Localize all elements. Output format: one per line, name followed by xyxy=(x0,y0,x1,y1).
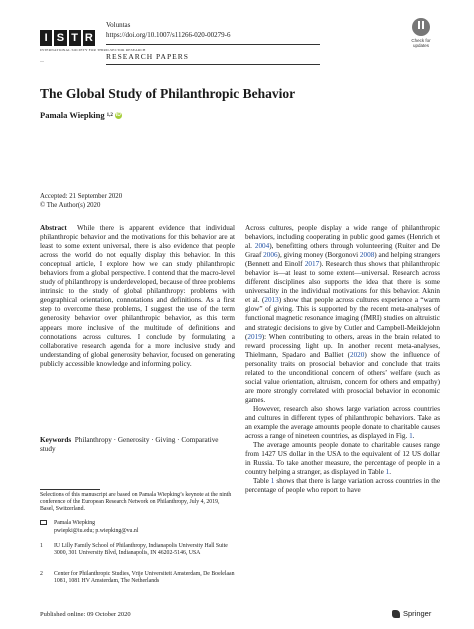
affiliation-mark: 2 xyxy=(40,571,43,577)
text-run: However, research also shows large variation across countries and cultures in different types of philanthropic behaviors. Take as an example the average amounts people donate to charitable causes across a range of nineteen countries, as displayed in Fig. xyxy=(245,404,440,441)
envelope-icon xyxy=(40,520,47,525)
abstract-text: While there is apparent evidence that individual philanthropic behavior and the motivations for this behavior are at least to some extent universal, there is also evidence that people across the world do not equally display this behavior. In this conceptual article, I explore how we can study philanthropic behaviors from a global perspective. I contend that the macro-level study of philanthropy is underdeveloped, because of three problems intrinsic to the study of global philanthropy: problems with geographical orientation, connotations and definitions. As a first step to overcome these problems, I suggest the use of the term generosity behavior over philanthropic behavior, as this term appears more inclusive of the multitude of definitions and connotations across cultures. I conclude by formulating a collaborative research agenda for a more inclusive study and understanding of global generosity behavior, focused on generating publicly accessible knowledge and informing policy. xyxy=(40,224,236,368)
istr-logo xyxy=(40,30,95,46)
keywords-label: Keywords xyxy=(40,436,72,444)
text-run: ), giving money (Borgonovi xyxy=(277,251,360,260)
citation-link[interactable]: 2013 xyxy=(264,296,279,305)
text-run: ) show that people across cultures experience a “warm glow” of giving. This is supported by the recent meta-analyses of functional magnetic resonance imaging (fMRI) studies on altruistic and strategic decisions to give by Cutler and Campbell-Meiklejohn ( xyxy=(245,296,440,341)
text-run: ) show the influence of personality traits on prosocial behavior and conclude that traits related to the unconditional concern of others’ welfare (such as social value orientation, altruism, concern for others and empathy) are more strongly correlated with prosocial behavior in economic games. xyxy=(245,350,440,404)
citation-link[interactable]: 2004 xyxy=(254,242,270,251)
citation-link[interactable]: 2019 xyxy=(247,332,262,341)
journal-name: Voluntas xyxy=(106,21,131,29)
section-rule-bottom xyxy=(106,64,320,65)
text-run: The average amounts people donate to charitable causes range from 1427 US dollar in the USA to the equivalent of 12 US dollar in Russia. To take another measure, the percentage of people in a country helping a stranger, as displayed in Table xyxy=(245,441,440,477)
correspondence xyxy=(40,520,235,535)
affiliation-text: Center for Philanthropic Studies, Vrije Universiteit Amsterdam, De Boelelaan 1081, 1081 HV Amsterdam, The Netherlands xyxy=(54,571,235,585)
doi-link[interactable]: https://doi.org/10.1007/s11266-020-00279-6 xyxy=(106,31,231,39)
body-text xyxy=(245,224,440,495)
paragraph xyxy=(245,477,440,495)
text-run: . xyxy=(389,468,391,477)
abstract xyxy=(40,224,235,369)
keywords-text: Philanthropy · Generosity · Giving · Comparative study xyxy=(40,436,219,454)
text-run: . xyxy=(412,432,415,441)
text-run: ). Research thus shows that philanthropic behavior is—at least to some extent—universal. Research across different disciplines also supports the idea that there is some universality in the individual motivations for this behavior. Aknin et al. ( xyxy=(245,260,440,305)
springer-horse-icon xyxy=(392,610,400,618)
article-dates xyxy=(40,193,122,210)
correspondence-email[interactable]: pwiepki@iu.edu; p.wiepking@vu.nl xyxy=(54,528,139,535)
citation-link[interactable]: 2020 xyxy=(349,350,365,359)
author-name[interactable]: Pamala Wiepking xyxy=(40,110,105,120)
text-run: Across cultures, people display a wide range of philanthropic behaviors, including cooperating in public good games (Henrich et al. xyxy=(245,224,440,251)
correspondence-name: Pamala Wiepking xyxy=(54,520,96,526)
citation-link[interactable]: 2008 xyxy=(359,251,375,260)
section-label: RESEARCH PAPERS xyxy=(106,52,189,61)
logo-letter: T xyxy=(69,30,81,46)
author-line xyxy=(40,110,122,120)
logo-subtitle: INTERNATIONAL SOCIETY FOR THIRD-SECTOR RESEARCH xyxy=(40,48,146,52)
abstract-label: Abstract xyxy=(40,224,67,232)
paragraph xyxy=(245,441,440,477)
table-link[interactable]: 1 xyxy=(270,477,275,486)
publisher-logo xyxy=(392,609,431,618)
paragraph xyxy=(245,224,440,405)
text-run: shows that there is large variation across countries in the percentage of people who report to have xyxy=(245,477,441,495)
affiliation xyxy=(40,543,235,557)
affiliation xyxy=(40,571,235,585)
accepted-date: Accepted: 21 September 2020 xyxy=(40,193,123,200)
orcid-icon[interactable]: iD xyxy=(115,111,121,118)
footnote-rule xyxy=(40,489,100,490)
check-updates-icon xyxy=(412,18,430,36)
citation-link[interactable]: 2017 xyxy=(304,260,320,269)
logo-subtitle-2: — xyxy=(40,58,69,63)
copyright: © The Author(s) 2020 xyxy=(40,201,101,209)
section-rule-top xyxy=(106,44,320,45)
keywords xyxy=(40,436,235,454)
logo-letter: S xyxy=(54,30,66,46)
figure-link[interactable]: 1 xyxy=(409,432,413,441)
text-run: ), benefitting others through volunteering (Ruiter and De Graaf xyxy=(245,242,441,260)
check-updates-label: Check for updates xyxy=(411,38,431,48)
text-run: ): When contributing to others, areas in the brain related to reward processing light up. In another recent meta-analyses, Thielmann, Spadaro and Balliet ( xyxy=(245,332,440,359)
affiliation-mark: 1 xyxy=(40,543,43,549)
published-date: Published online: 09 October 2020 xyxy=(40,611,131,618)
table-link[interactable]: 1 xyxy=(385,468,390,477)
affiliation-text: IU Lilly Family School of Philanthropy, Indianapolis University Hall Suite 3000, 301 University Blvd, Indianapolis, IN 46202-5146, USA xyxy=(54,543,228,557)
article-title: The Global Study of Philanthropic Behavior xyxy=(40,86,296,101)
paragraph xyxy=(245,405,440,441)
footnote: Selections of this manuscript are based on Pamala Wiepking’s keynote at the ninth conference of the European Research Network on Philanthropy, July 4, 2019, Basel, Switzerland. xyxy=(40,492,232,513)
check-for-updates-button[interactable] xyxy=(406,18,436,48)
author-affiliation-marks: 1,2 xyxy=(106,112,113,118)
text-run: Table xyxy=(253,477,271,486)
text-run: ) and helping strangers (Bennett and Einolf xyxy=(245,251,440,269)
publisher-name: Springer xyxy=(403,609,432,618)
logo-letter: R xyxy=(83,30,95,46)
citation-link[interactable]: 2006 xyxy=(263,251,278,260)
logo-letter: I xyxy=(40,30,52,46)
